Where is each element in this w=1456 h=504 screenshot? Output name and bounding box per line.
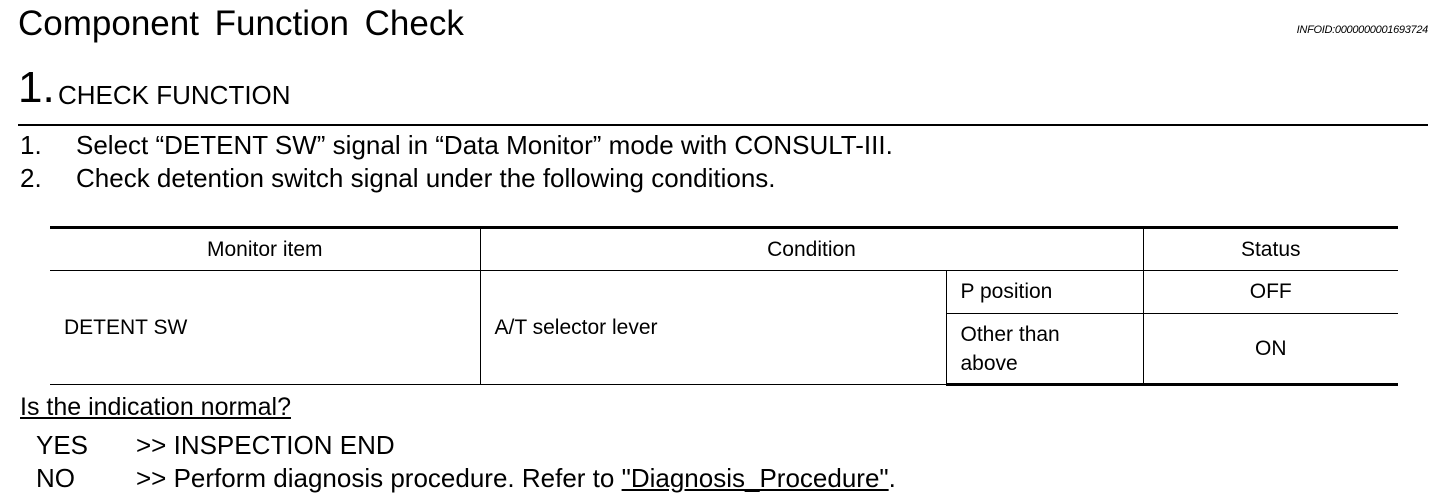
sub-condition-line: Other than [960,322,1060,346]
answer-text-before: >> Perform diagnosis procedure. Refer to [136,463,622,493]
header-condition: Condition [480,228,1143,271]
instruction-number: 1. [20,130,42,160]
table-row [50,271,1398,314]
page-title: Component Function Check [18,4,464,43]
step-title: CHECK FUNCTION [58,80,291,110]
table-header-row [50,228,1398,271]
answer-key: NO [36,463,75,493]
divider [18,124,1428,126]
step-number: 1. [18,63,55,112]
diagnosis-procedure-link[interactable]: "Diagnosis_Procedure" [621,463,889,493]
instruction-number: 2. [20,163,42,193]
info-id: INFOID:0000000001693724 [1296,24,1428,36]
answer-text: >> INSPECTION END [136,430,395,460]
status-cell: ON [1143,314,1398,385]
header-monitor-item: Monitor item [50,228,480,271]
condition-table [50,226,1398,386]
answer-key: YES [36,430,89,460]
answer-text-after: . [888,463,896,493]
question-text: Is the indication normal? [20,393,291,421]
sub-condition-line: above [960,351,1018,375]
condition-cell: A/T selector lever [480,271,946,385]
sub-condition-cell [946,314,1143,385]
instruction-text: Select “DETENT SW” signal in “Data Monitor” mode with CONSULT-III. [76,130,893,160]
answer-text [136,463,896,493]
status-cell: OFF [1143,271,1398,314]
monitor-item-cell: DETENT SW [50,271,480,385]
header-status: Status [1143,228,1398,271]
instruction-text: Check detention switch signal under the following conditions. [76,163,776,193]
sub-condition-cell: P position [946,271,1143,314]
